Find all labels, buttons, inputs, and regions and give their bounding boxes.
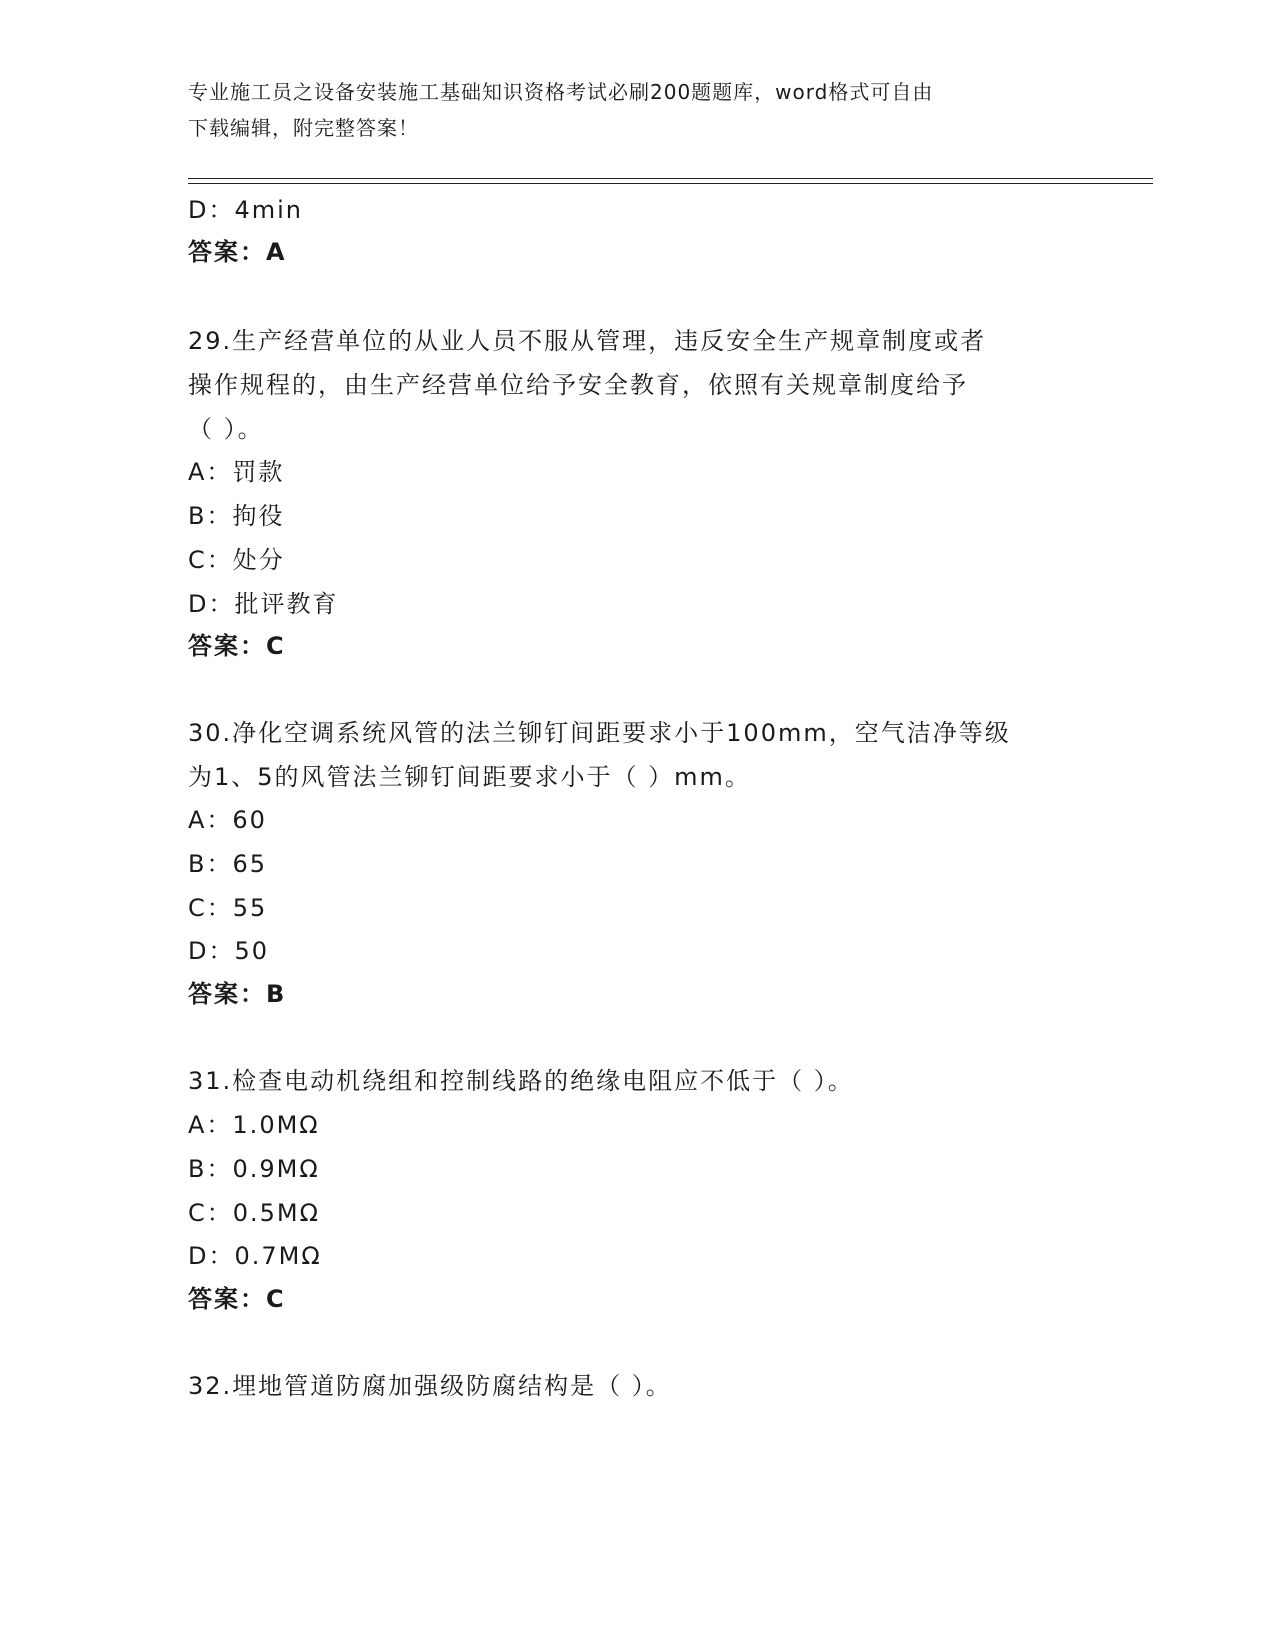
q29-option-a: A：罚款 (188, 458, 285, 486)
q30-answer: 答案：B (188, 980, 287, 1008)
q31-option-d: D：0.7MΩ (188, 1242, 322, 1270)
q29-option-c: C：处分 (188, 546, 285, 574)
q31-option-c: C：0.5MΩ (188, 1199, 320, 1227)
q29-answer: 答案：C (188, 632, 286, 660)
header-line-1: 专业施工员之设备安装施工基础知识资格考试必刷200题题库，word格式可自由 (188, 80, 934, 104)
q30-stem-line-2: 为1、5的风管法兰铆钉间距要求小于（ ）mm。 (188, 763, 751, 791)
q29-stem-line-2: 操作规程的，由生产经营单位给予安全教育，依照有关规章制度给予 (188, 371, 968, 399)
q29-stem-line-3: （ ）。 (188, 415, 264, 443)
prev-option-d: D：4min (188, 196, 304, 224)
q30-option-b: B：65 (188, 850, 268, 878)
q30-option-c: C：55 (188, 894, 268, 922)
header-divider-top (188, 178, 1153, 179)
q30-option-a: A：60 (188, 806, 267, 834)
header-divider-bottom (188, 183, 1153, 184)
q31-option-a: A：1.0MΩ (188, 1111, 320, 1139)
q30-option-d: D：50 (188, 937, 270, 965)
header-line-2: 下载编辑，附完整答案！ (188, 116, 419, 140)
prev-answer: 答案：A (188, 238, 287, 266)
q31-option-b: B：0.9MΩ (188, 1155, 320, 1183)
document-header (188, 74, 1088, 146)
q30-stem-line-1: 30.净化空调系统风管的法兰铆钉间距要求小于100mm，空气洁净等级 (188, 719, 1011, 747)
q29-option-b: B：拘役 (188, 502, 285, 530)
q32-stem-line-1: 32.埋地管道防腐加强级防腐结构是（ ）。 (188, 1372, 672, 1400)
q31-answer: 答案：C (188, 1285, 286, 1313)
q31-stem-line-1: 31.检查电动机绕组和控制线路的绝缘电阻应不低于（ ）。 (188, 1067, 854, 1095)
q29-option-d: D：批评教育 (188, 590, 339, 618)
q29-stem-line-1: 29.生产经营单位的从业人员不服从管理，违反安全生产规章制度或者 (188, 327, 987, 355)
